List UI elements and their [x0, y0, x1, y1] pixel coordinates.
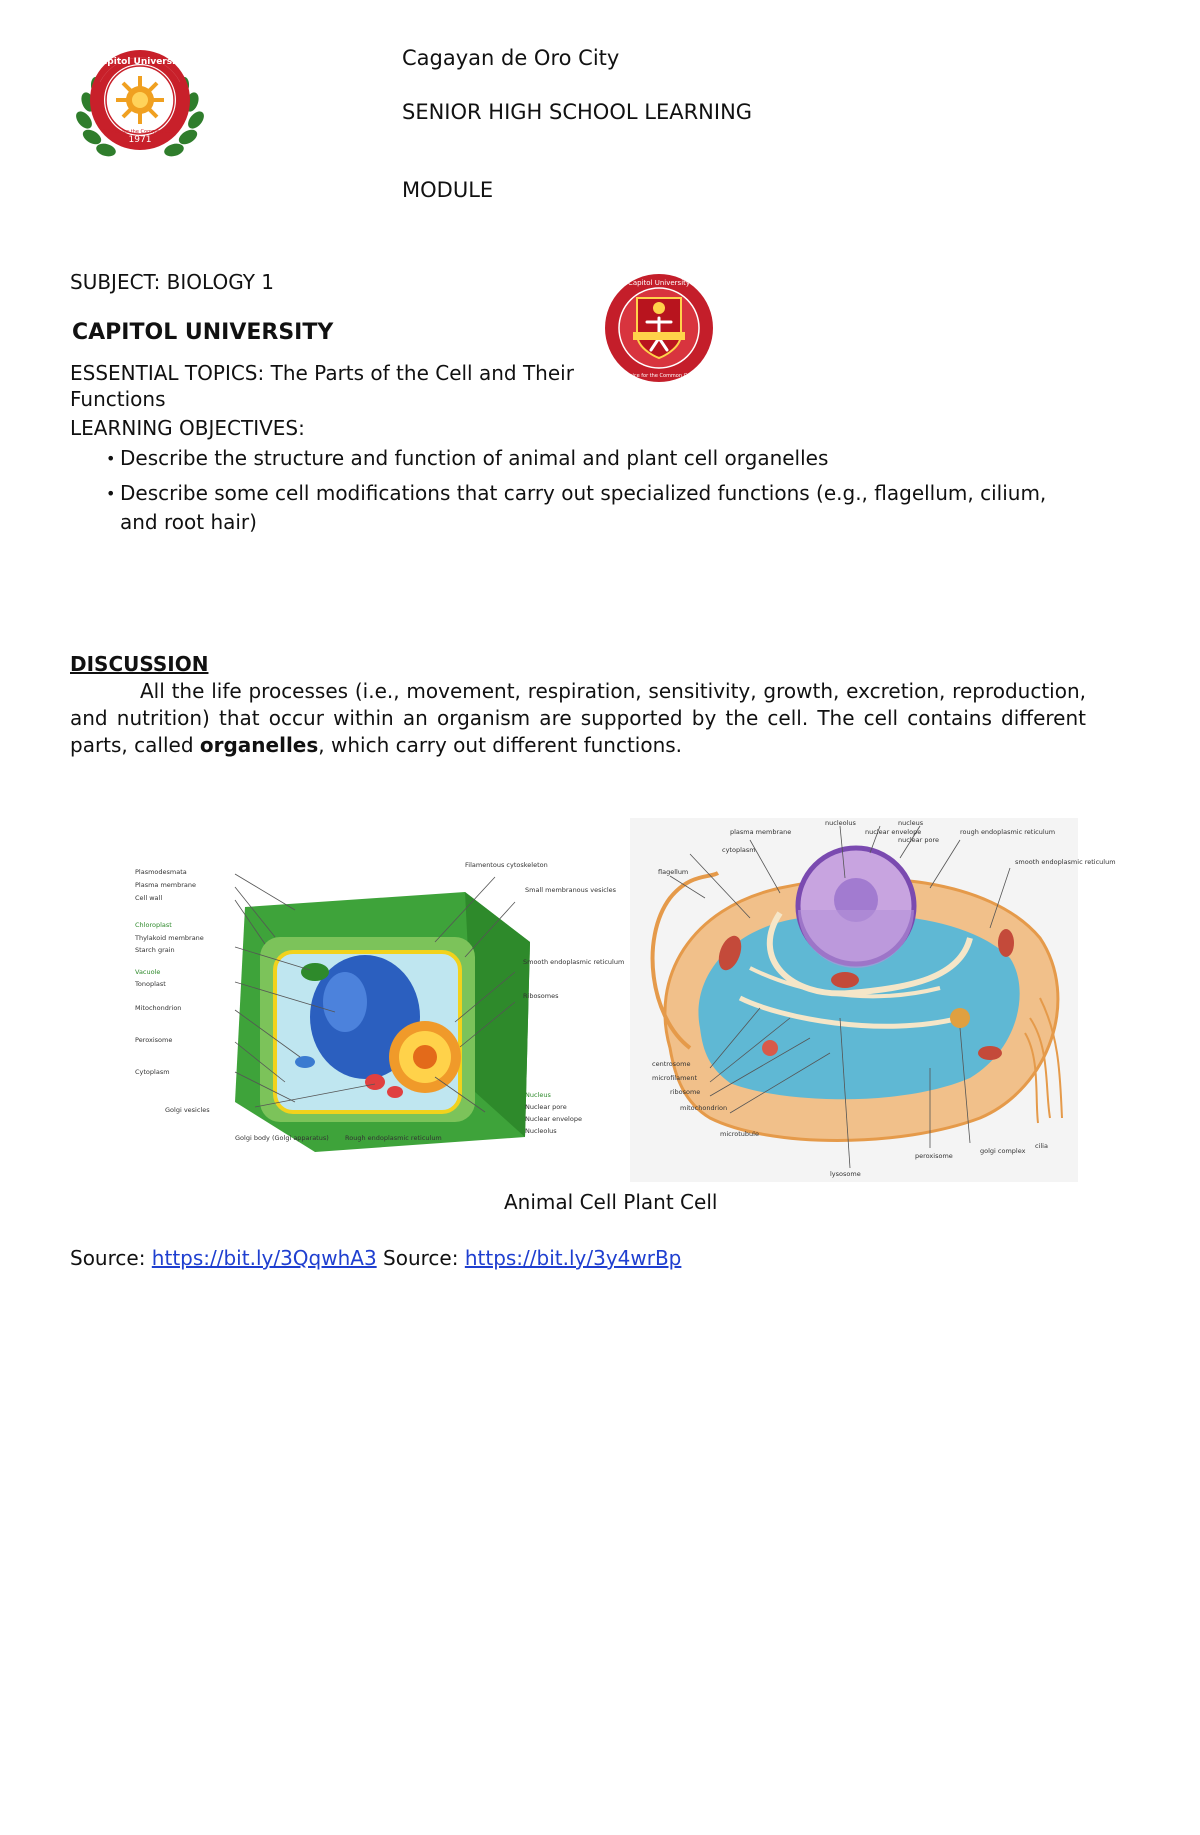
header-program: SENIOR HIGH SCHOOL LEARNING: [402, 100, 753, 124]
animal-label: nuclear envelope: [865, 828, 922, 836]
animal-label: peroxisome: [915, 1152, 953, 1160]
plant-label: Chloroplast: [135, 921, 172, 929]
source-link-plant[interactable]: https://bit.ly/3y4wrBp: [464, 1246, 682, 1270]
animal-label: nucleolus: [825, 819, 856, 827]
plant-label: Starch grain: [135, 946, 175, 954]
seal-year-text: 1971: [128, 135, 152, 145]
plant-label: Nucleus: [525, 1091, 551, 1099]
animal-label: microtubule: [720, 1130, 759, 1138]
essential-topics-line1: ESSENTIAL TOPICS: The Parts of the Cell and Their: [70, 361, 574, 385]
plant-label: Small membranous vesicles: [525, 886, 617, 894]
plant-label: Filamentous cytoskeleton: [465, 861, 548, 869]
plant-label: Nucleolus: [525, 1127, 557, 1135]
animal-label: lysosome: [830, 1170, 861, 1178]
plant-label: Cytoplasm: [135, 1068, 170, 1076]
discussion-heading: [70, 652, 208, 676]
header-city: Cagayan de Oro City: [402, 46, 620, 70]
source-label: Source:: [383, 1246, 459, 1270]
plant-label: Peroxisome: [135, 1036, 173, 1044]
plant-label: Mitochondrion: [135, 1004, 182, 1012]
essential-topics-line2: Functions: [70, 387, 166, 411]
animal-label: mitochondrion: [680, 1104, 728, 1112]
plant-label: Nuclear envelope: [525, 1115, 582, 1123]
animal-label: golgi complex: [980, 1147, 1026, 1155]
discussion-paragraph: [70, 678, 1086, 759]
objectives-list: [106, 444, 1086, 543]
seal2-motto-text: Service for the Common Good: [621, 373, 697, 379]
plant-cell-diagram: [135, 852, 625, 1162]
animal-label: plasma membrane: [730, 828, 792, 836]
seal-name-text: Capitol University: [94, 57, 186, 67]
animal-label: rough endoplasmic reticulum: [960, 828, 1056, 836]
source-label: Source:: [70, 1246, 146, 1270]
header-module: MODULE: [402, 178, 494, 202]
seal2-name-text: Capitol University: [627, 279, 691, 287]
animal-label: cilia: [1035, 1142, 1048, 1150]
sources-line: [70, 1246, 681, 1270]
objective-text: • Describe some cell modifications that carry out specialized functions (e.g., flagellum, cilium, and root hair): [120, 481, 1047, 534]
objective-item: [106, 479, 1086, 537]
learning-objectives-label: LEARNING OBJECTIVES:: [70, 416, 305, 440]
plant-label: Thylakoid membrane: [135, 934, 204, 942]
plant-label: Cell wall: [135, 894, 163, 902]
discussion-bold-term: organelles: [199, 733, 319, 757]
plant-label: Ribosomes: [523, 992, 559, 1000]
plant-label: Vacuole: [135, 968, 161, 976]
seal-motto-text: Service for the Common Good: [102, 129, 178, 135]
plant-label: Tonoplast: [135, 980, 166, 988]
animal-label: smooth endoplasmic reticulum: [1015, 858, 1116, 866]
plant-label: Golgi body (Golgi apparatus): [235, 1134, 329, 1142]
animal-label: ribosome: [670, 1088, 701, 1096]
plant-label: Nuclear pore: [525, 1103, 567, 1111]
university-seal-logo: [70, 42, 210, 162]
animal-label: microfilament: [652, 1074, 698, 1082]
animal-label: flagellum: [658, 868, 689, 876]
university-title: CAPITOL UNIVERSITY: [72, 320, 334, 345]
animal-label: centrosome: [652, 1060, 691, 1068]
plant-label: Plasmodesmata: [135, 868, 187, 876]
source-link-animal[interactable]: https://bit.ly/3QqwhA3: [151, 1246, 377, 1270]
plant-label: Smooth endoplasmic reticulum: [523, 958, 625, 966]
discussion-heading-text: DISCUSSION: [70, 652, 209, 676]
animal-label: cytoplasm: [722, 846, 756, 854]
plant-label: Plasma membrane: [135, 881, 197, 889]
objective-item: • Describe the structure and function of animal and plant cell organelles: [106, 444, 1086, 473]
figure-caption: Animal Cell Plant Cell: [504, 1190, 718, 1214]
school-seal-logo: [603, 272, 715, 384]
discussion-text-after: , which carry out different functions.: [318, 733, 683, 757]
discussion-text-before: All the life processes (i.e., movement, respiration, sensitivity, growth, excretion, reproduction, and nutrition) that occur within an organism are supported by the cell. The cell contains different parts, called: [70, 679, 1086, 757]
subject-line: SUBJECT: BIOLOGY 1: [70, 270, 275, 294]
plant-label: Rough endoplasmic reticulum: [345, 1134, 442, 1142]
animal-label: nuclear pore: [898, 836, 939, 844]
plant-label: Golgi vesicles: [165, 1106, 210, 1114]
animal-cell-diagram: [630, 818, 1116, 1182]
animal-label: nucleus: [898, 819, 924, 827]
essential-topics: [70, 360, 574, 412]
